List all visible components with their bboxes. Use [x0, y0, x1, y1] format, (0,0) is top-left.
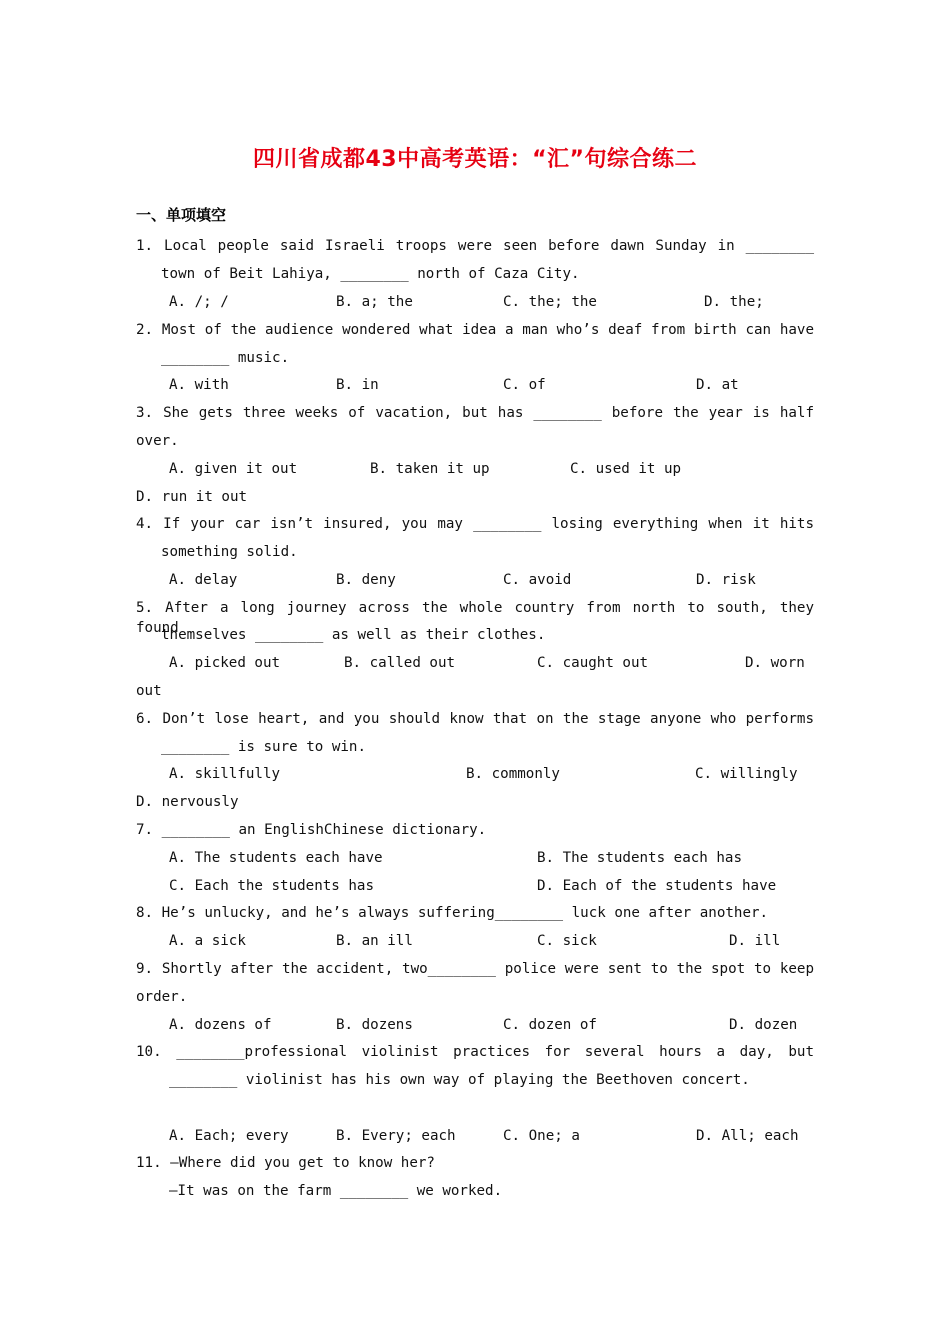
question-6-stem-cont: ________ is sure to win.: [161, 739, 366, 755]
question-10-stem: 10. ________professional violinist practices for several hours a day, but: [136, 1044, 814, 1060]
question-10-option-b: B. Every; each: [336, 1128, 456, 1144]
question-1-option-c: C. the; the: [503, 294, 597, 310]
question-2-option-c: C. of: [503, 377, 546, 393]
question-2-option-a: A. with: [169, 377, 229, 393]
question-3-option-a: A. given it out: [169, 461, 298, 477]
question-5-stem: 5. After a long journey across the whole country from north to south, they found: [136, 600, 814, 636]
question-7-option-d: D. Each of the students have: [537, 878, 777, 894]
question-5-option-a: A. picked out: [169, 655, 281, 671]
question-10-option-c: C. One; a: [503, 1128, 580, 1144]
question-9-option-c: C. dozen of: [503, 1017, 597, 1033]
question-5-stem-cont: themselves ________ as well as their clothes.: [161, 627, 546, 643]
question-1-option-a: A. /; /: [169, 294, 229, 310]
question-3-stem: 3. She gets three weeks of vacation, but has ________ before the year is half: [136, 405, 814, 421]
question-10-stem-cont: ________ violinist has his own way of playing the Beethoven concert.: [169, 1072, 750, 1088]
question-2-option-d: D. at: [696, 377, 739, 393]
question-8-option-a: A. a sick: [169, 933, 246, 949]
question-6-option-c: C. willingly: [695, 766, 798, 782]
question-4-stem: 4. If your car isn’t insured, you may ________ losing everything when it hits: [136, 516, 814, 532]
question-6-option-a: A. skillfully: [169, 766, 281, 782]
question-5-option-b: B. called out: [344, 655, 456, 671]
question-5-option-d: D. worn: [745, 655, 805, 671]
question-8-option-c: C. sick: [537, 933, 597, 949]
question-7-stem: 7. ________ an EnglishChinese dictionary.: [136, 822, 487, 838]
question-8-option-d: D. ill: [729, 933, 781, 949]
question-9-option-d: D. dozen: [729, 1017, 798, 1033]
question-3-option-c: C. used it up: [570, 461, 682, 477]
question-4-option-a: A. delay: [169, 572, 238, 588]
question-9-stem: 9. Shortly after the accident, two________ police were sent to the spot to keep: [136, 961, 814, 977]
question-1-option-b: B. a; the: [336, 294, 413, 310]
question-3-option-b: B. taken it up: [370, 461, 490, 477]
question-4-stem-cont: something solid.: [161, 544, 298, 560]
question-9-stem-cont: order.: [136, 989, 188, 1005]
question-4-option-d: D. risk: [696, 572, 756, 588]
question-5-option-d-cont: out: [136, 683, 162, 699]
question-9-option-a: A. dozens of: [169, 1017, 272, 1033]
question-10-option-d: D. All; each: [696, 1128, 799, 1144]
page-title: 四川省成都43中高考英语：“汇”句综合练二: [252, 147, 698, 172]
question-6-stem: 6. Don’t lose heart, and you should know that on the stage anyone who performs: [136, 711, 814, 727]
question-1-option-d: D. the;: [704, 294, 764, 310]
question-8-stem: 8. He’s unlucky, and he’s always suffering________ luck one after another.: [136, 905, 769, 921]
question-11-stem-cont: —It was on the farm ________ we worked.: [169, 1183, 503, 1199]
question-9-option-b: B. dozens: [336, 1017, 413, 1033]
question-4-option-c: C. avoid: [503, 572, 572, 588]
question-1-stem: 1. Local people said Israeli troops were seen before dawn Sunday in ________: [136, 238, 814, 254]
question-6-option-b: B. commonly: [466, 766, 560, 782]
question-11-stem: 11. —Where did you get to know her?: [136, 1155, 435, 1171]
question-2-option-b: B. in: [336, 377, 379, 393]
question-7-option-b: B. The students each has: [537, 850, 742, 866]
question-7-option-a: A. The students each have: [169, 850, 383, 866]
question-3-option-d: D. run it out: [136, 489, 248, 505]
question-8-option-b: B. an ill: [336, 933, 413, 949]
question-2-stem: 2. Most of the audience wondered what idea a man who’s deaf from birth can have: [136, 322, 814, 338]
question-2-stem-cont: ________ music.: [161, 350, 290, 366]
question-1-stem-cont: town of Beit Lahiya, ________ north of Caza City.: [161, 266, 580, 282]
question-6-option-d: D. nervously: [136, 794, 239, 810]
section-heading: 一、单项填空: [136, 206, 227, 224]
question-4-option-b: B. deny: [336, 572, 396, 588]
question-3-stem-cont: over.: [136, 433, 179, 449]
question-7-option-c: C. Each the students has: [169, 878, 374, 894]
question-10-option-a: A. Each; every: [169, 1128, 289, 1144]
question-5-option-c: C. caught out: [537, 655, 649, 671]
